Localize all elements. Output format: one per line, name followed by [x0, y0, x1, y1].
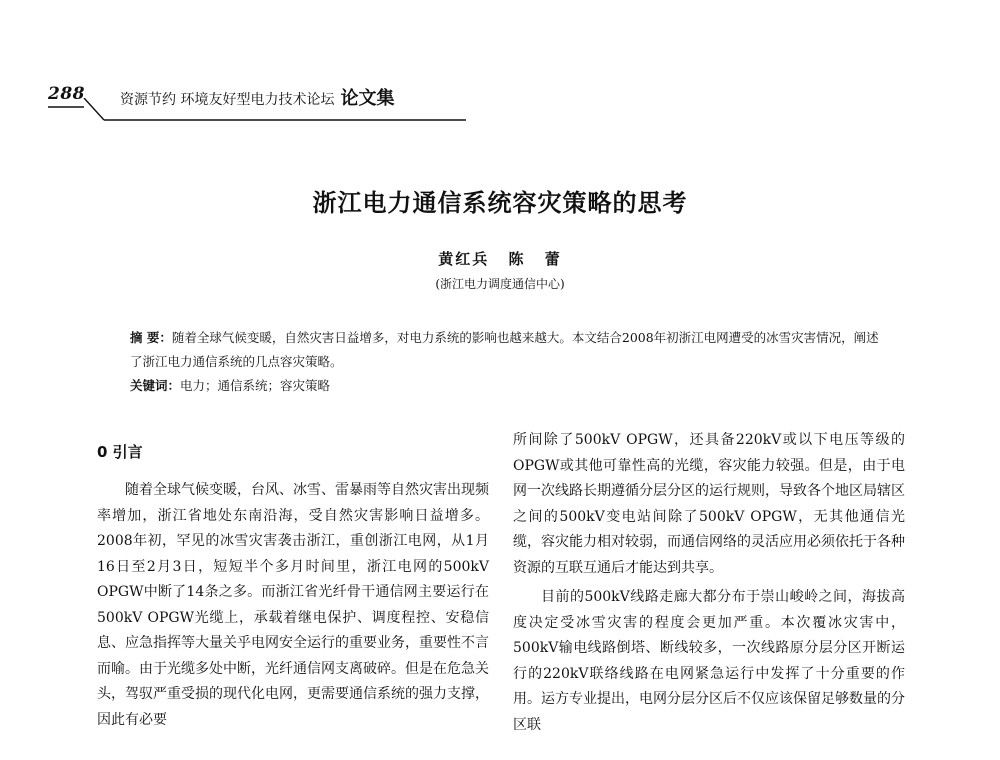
journal-title: 资源节约 环境友好型电力技术论坛 [120, 92, 335, 108]
abstract-text: 随着全球气候变暖，自然灾害日益增多，对电力系统的影响也越来越大。本文结合2008年初浙江电网遭受的冰雪灾害情况，阐述了浙江电力通信系统的几点容灾策略。 [130, 330, 879, 369]
running-header [48, 84, 468, 124]
right-paragraph-2: 目前的500kV线路走廊大都分布于崇山峻岭之间，海拔高度决定受冰雪灾害的程度会更加严重。本次覆冰灾害中，500kV输电线路倒塔、断线较多，一次线路原分层分区开断运行的220kV联络线路在电网紧急运行中发挥了十分重要的作用。运方专业提出，电网分层分区后不仅应该保留足够数量的分区联 [513, 589, 905, 733]
section-heading: 0 引言 [97, 443, 143, 461]
journal-suffix: 论文集 [340, 88, 395, 109]
right-paragraph-1: 所间除了500kV OPGW，还具备220kV或以下电压等级的OPGW或其他可靠性高的光缆，容灾能力较强。但是，由于电网一次线路长期遵循分层分区的运行规则，导致各个地区局辖区之间的500kV变电站间除了500kV OPGW，无其他通信光缆，容灾能力相对较弱，而通信网络的灵活应用必须依托于各种资源的互联互通后才能达到共享。 [513, 432, 905, 576]
paper-title: 浙江电力通信系统容灾策略的思考 [312, 188, 688, 217]
keywords-label: 关键词： [130, 378, 181, 393]
left-column [97, 428, 489, 733]
keywords [130, 374, 880, 398]
page-number: 288 [48, 84, 85, 104]
affiliation: (浙江电力调度通信中心) [435, 277, 565, 291]
right-column [513, 428, 905, 738]
abstract [130, 326, 880, 374]
keywords-text: 电力；通信系统；容灾策略 [180, 378, 331, 393]
abstract-label: 摘 要： [130, 330, 172, 345]
left-paragraph: 随着全球气候变暖，台风、冰雪、雷暴雨等自然灾害出现频率增加，浙江省地处东南沿海，受自然灾害影响日益增多。2008年初，罕见的冰雪灾害袭击浙江，重创浙江电网，从1月16日至2月3日，短短半个多月时间里，浙江电网的500kV OPGW中断了14条之多。而浙江省光纤骨干通信网主要运行在500kV OPGW光缆上，承载着继电保护、调度程控、安稳信息、应急指挥等大量关乎电网安全运行的重要业务，重要性不言而喻。由于光缆多处中断，光纤通信网支离破碎。但是在危急关头，驾驭严重受损的现代化电网，更需要通信系统的强力支撑，因此有必要 [97, 482, 489, 728]
abstract-block [130, 326, 880, 398]
journal-name [120, 84, 394, 110]
authors: 黄红兵 陈 蕾 [438, 250, 562, 268]
